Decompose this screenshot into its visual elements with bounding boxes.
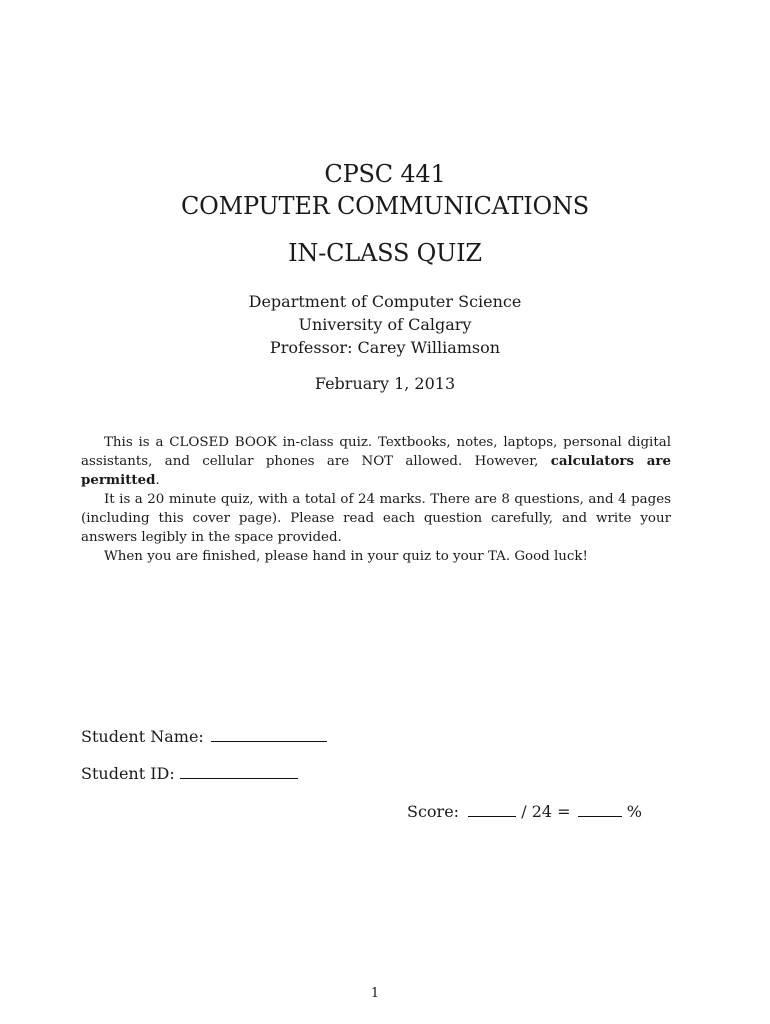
student-id-label: Student ID: bbox=[81, 764, 175, 783]
student-name-field bbox=[81, 727, 327, 747]
page-number: 1 bbox=[370, 986, 380, 1001]
calculators-permitted-text: calculators are permitted bbox=[81, 453, 671, 488]
professor: Professor: Carey Williamson bbox=[269, 338, 501, 357]
student-id-blank bbox=[180, 777, 298, 779]
course-name: COMPUTER COMMUNICATIONS bbox=[180, 192, 590, 220]
score-total: / 24 = bbox=[521, 802, 571, 821]
department: Department of Computer Science bbox=[248, 292, 522, 311]
quiz-date: February 1, 2013 bbox=[314, 374, 456, 393]
instructions-paragraph-1 bbox=[81, 433, 671, 490]
student-name-label: Student Name: bbox=[81, 727, 204, 746]
instructions-p1-text: This is a CLOSED BOOK in-class quiz. Textbooks, notes, laptops, personal digital assistants, and cellular phones are NOT allowed. However, bbox=[81, 435, 671, 469]
score-field bbox=[407, 802, 642, 822]
university: University of Calgary bbox=[298, 315, 472, 334]
percent-sign: % bbox=[626, 802, 642, 821]
course-code: CPSC 441 bbox=[324, 160, 446, 188]
instructions-p1-end: . bbox=[155, 473, 160, 488]
percent-blank bbox=[578, 815, 622, 817]
instructions bbox=[81, 433, 671, 566]
student-id-field bbox=[81, 764, 298, 784]
instructions-paragraph-3: When you are finished, please hand in your quiz to your TA. Good luck! bbox=[104, 549, 588, 564]
quiz-title: IN-CLASS QUIZ bbox=[288, 239, 482, 267]
score-blank bbox=[468, 815, 516, 817]
student-name-blank bbox=[211, 740, 327, 742]
instructions-paragraph-2: It is a 20 minute quiz, with a total of 24 marks. There are 8 questions, and 4 pages (including this cover page). Please read each question carefully, and write your answers legibly in the space provided. bbox=[81, 492, 671, 545]
score-label: Score: bbox=[407, 802, 460, 821]
